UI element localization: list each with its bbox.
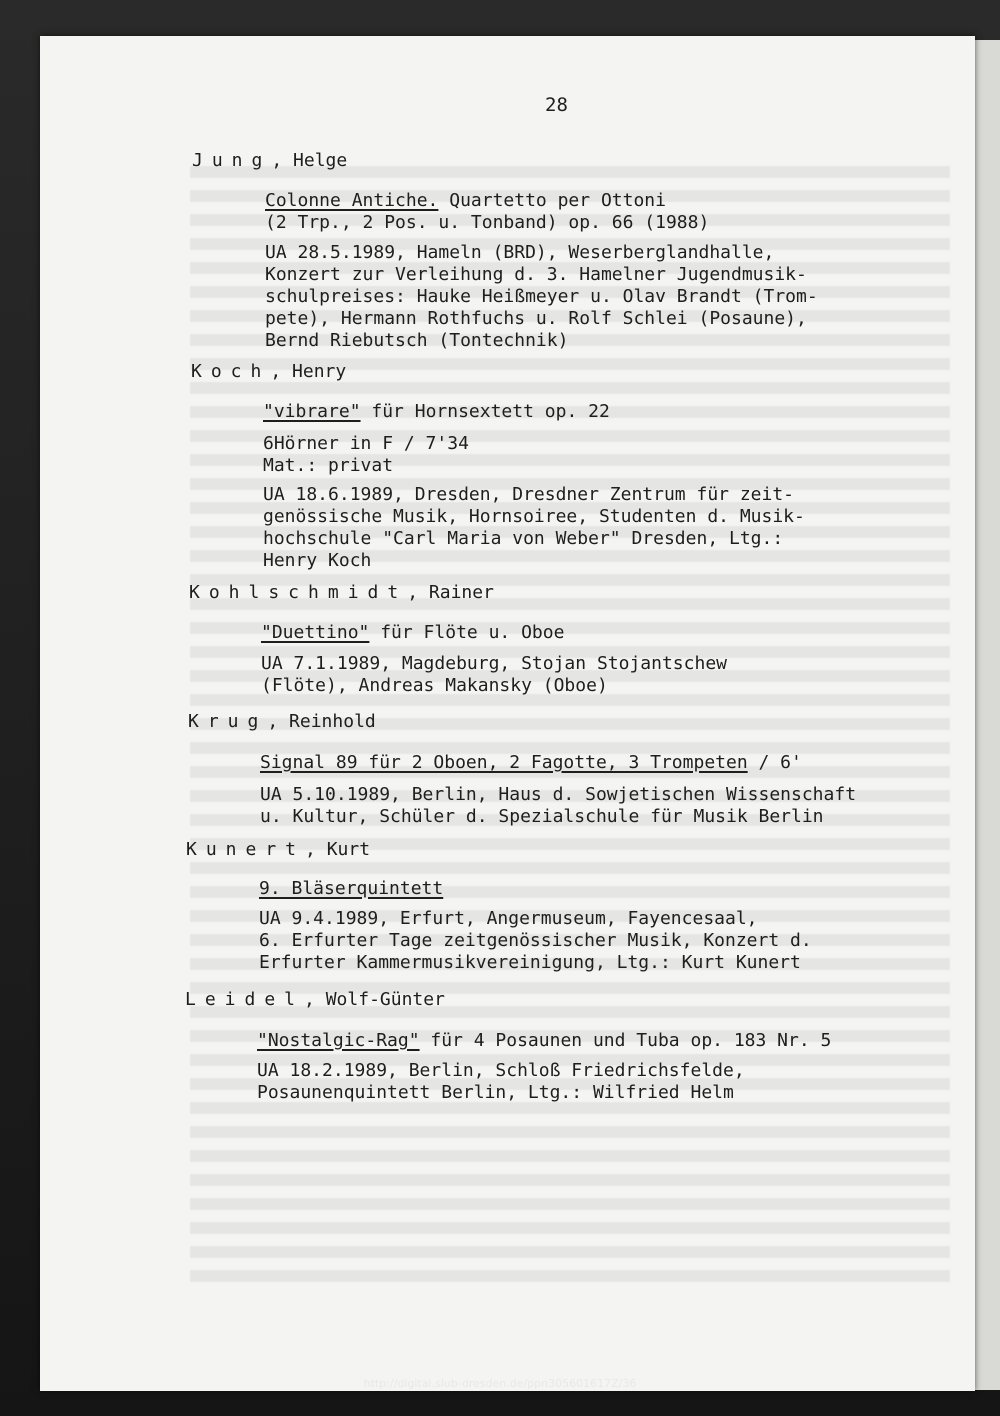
work-title-line	[260, 752, 802, 774]
work-title: "Duettino"	[261, 622, 370, 643]
entry-line: Henry Koch	[263, 550, 372, 571]
entry-line: hochschule "Carl Maria von Weber" Dresden, Ltg.:	[263, 528, 784, 549]
source-url: http://digital.slub-dresden.de/ppn305601617Z/36	[363, 1377, 637, 1390]
page-number: 28	[545, 94, 568, 116]
composer-given-name: Wolf-Günter	[325, 989, 445, 1010]
work-title: "vibrare"	[263, 401, 361, 422]
composer-surname: Krug	[188, 711, 268, 732]
work-title-rest: / 6'	[747, 752, 802, 773]
work-title-line	[257, 1030, 831, 1052]
entry-line: UA 7.1.1989, Magdeburg, Stojan Stojantschew	[261, 653, 727, 674]
entry-line: (2 Trp., 2 Pos. u. Tonband) op. 66 (1988)	[265, 212, 710, 233]
entry-line: Konzert zur Verleihung d. 3. Hamelner Jugendmusik-	[265, 264, 807, 285]
composer-surname: Kunert	[186, 839, 306, 860]
composer-surname: Kohlschmidt	[189, 582, 408, 603]
document-page	[40, 36, 975, 1391]
work-title-rest: für Hornsextett op. 22	[360, 401, 610, 422]
work-title-line	[261, 622, 564, 644]
entry-line: Mat.: privat	[263, 455, 394, 476]
entry-line: 6Hörner in F / 7'34	[263, 433, 469, 454]
work-title-line	[263, 401, 610, 423]
work-title-line	[265, 190, 666, 212]
composer-given-name: Reinhold	[289, 711, 376, 732]
work-title: Colonne Antiche.	[265, 190, 439, 211]
composer-heading: Jung, Helge	[192, 150, 348, 171]
composer-surname: Leidel	[185, 989, 305, 1010]
entry-line: UA 18.6.1989, Dresden, Dresdner Zentrum für zeit-	[263, 484, 795, 505]
work-title-line	[259, 878, 443, 900]
entry-line: Erfurter Kammermusikvereinigung, Ltg.: Kurt Kunert	[259, 952, 801, 973]
composer-surname: Jung	[192, 150, 272, 171]
work-title-rest: für 4 Posaunen und Tuba op. 183 Nr. 5	[419, 1030, 832, 1051]
composer-heading: Kunert, Kurt	[186, 839, 371, 860]
entry-line: UA 9.4.1989, Erfurt, Angermuseum, Fayencesaal,	[259, 908, 758, 929]
work-title: 9. Bläserquintett	[259, 878, 444, 899]
composer-given-name: Rainer	[428, 582, 494, 603]
composer-heading: Koch, Henry	[191, 361, 347, 382]
work-title-rest: Quartetto per Ottoni	[438, 190, 666, 211]
entry-line: schulpreises: Hauke Heißmeyer u. Olav Brandt (Trom-	[265, 286, 818, 307]
composer-heading: Kohlschmidt, Rainer	[189, 582, 494, 603]
composer-heading: Leidel, Wolf-Günter	[185, 989, 445, 1010]
entry-line: pete), Hermann Rothfuchs u. Rolf Schlei (Posaune),	[265, 308, 807, 329]
work-title: Signal 89 für 2 Oboen, 2 Fagotte, 3 Trompeten	[260, 752, 748, 773]
entry-line: UA 5.10.1989, Berlin, Haus d. Sowjetischen Wissenschaft	[260, 784, 857, 805]
page-content	[40, 36, 975, 1391]
entry-line: 6. Erfurter Tage zeitgenössischer Musik, Konzert d.	[259, 930, 812, 951]
composer-surname: Koch	[191, 361, 271, 382]
entry-line: Bernd Riebutsch (Tontechnik)	[265, 330, 569, 351]
entry-line: Posaunenquintett Berlin, Ltg.: Wilfried Helm	[257, 1082, 734, 1103]
next-page-edge	[975, 40, 1000, 1390]
work-title-rest: für Flöte u. Oboe	[369, 622, 565, 643]
entry-line: genössische Musik, Hornsoiree, Studenten d. Musik-	[263, 506, 805, 527]
entry-line: u. Kultur, Schüler d. Spezialschule für Musik Berlin	[260, 806, 824, 827]
composer-given-name: Kurt	[326, 839, 371, 860]
composer-heading: Krug, Reinhold	[188, 711, 376, 732]
composer-given-name: Henry	[292, 361, 347, 382]
entry-line: UA 18.2.1989, Berlin, Schloß Friedrichsfelde,	[257, 1060, 745, 1081]
composer-given-name: Helge	[293, 150, 348, 171]
entry-line: (Flöte), Andreas Makansky (Oboe)	[261, 675, 608, 696]
entry-line: UA 28.5.1989, Hameln (BRD), Weserberglandhalle,	[265, 242, 775, 263]
work-title: "Nostalgic-Rag"	[257, 1030, 420, 1051]
